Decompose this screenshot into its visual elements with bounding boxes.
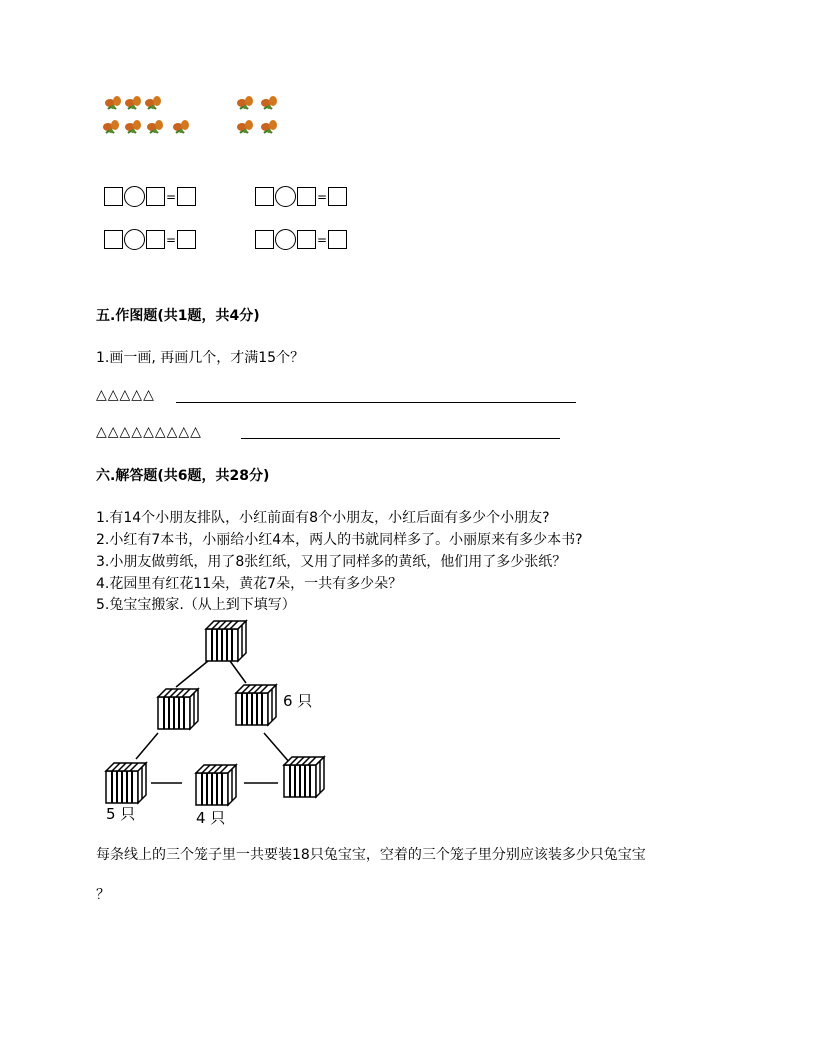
answer-box[interactable] <box>255 230 274 249</box>
section-6-question-1: 1.有14个小朋友排队，小红前面有8个小朋友，小红后面有多少个小朋友? <box>96 510 550 526</box>
picture-group-left <box>100 95 200 140</box>
answer-box[interactable] <box>146 230 165 249</box>
equals-sign: = <box>317 232 328 247</box>
answer-box[interactable] <box>104 187 123 206</box>
section-5-title: 五.作图题(共1题，共4分) <box>96 308 260 324</box>
connector-line <box>230 661 246 683</box>
answer-box[interactable] <box>297 187 316 206</box>
section-6-question-2: 2.小红有7本书，小丽给小红4本，两人的书就同样多了。小丽原来有多少本书? <box>96 532 583 548</box>
answer-box[interactable] <box>297 230 316 249</box>
equation-blank-1 <box>104 186 196 207</box>
cage-label-bottom-left: 5 只 <box>106 805 136 823</box>
answer-line-2[interactable] <box>241 437 560 439</box>
acorn-leaf-icon <box>105 96 121 109</box>
answer-box[interactable] <box>146 187 165 206</box>
answer-box[interactable] <box>255 187 274 206</box>
cage-middle-left <box>158 689 198 729</box>
acorn-leaf-icon <box>261 120 277 133</box>
equation-blank-3 <box>104 229 196 250</box>
equals-sign: = <box>166 189 177 204</box>
triangle-row-1: △△△△△ <box>96 387 155 403</box>
answer-box[interactable] <box>177 187 196 206</box>
answer-box[interactable] <box>104 230 123 249</box>
answer-box[interactable] <box>177 230 196 249</box>
rabbit-cage-diagram <box>96 613 331 833</box>
connector-line <box>176 661 208 687</box>
connector-line <box>264 733 290 763</box>
acorn-leaf-icon <box>103 120 119 133</box>
operator-circle[interactable] <box>275 229 296 250</box>
section-6-question-5-text: 每条线上的三个笼子里一共要装18只兔宝宝，空着的三个笼子里分别应该装多少只兔宝宝 <box>96 847 646 863</box>
answer-box[interactable] <box>328 187 347 206</box>
acorn-leaf-icon <box>237 96 253 109</box>
equals-sign: = <box>166 232 177 247</box>
connector-line <box>136 733 158 759</box>
cage-top <box>206 621 246 661</box>
question-mark: ？ <box>96 887 110 903</box>
acorn-leaf-icon <box>173 120 189 133</box>
equals-sign: = <box>317 189 328 204</box>
section-6-question-3: 3.小朋友做剪纸，用了8张红纸，又用了同样多的黄纸，他们用了多少张纸？ <box>96 554 567 570</box>
cage-bottom-right <box>284 757 324 797</box>
acorn-leaf-icon <box>237 120 253 133</box>
section-6-question-5: 5.兔宝宝搬家.（从上到下填写） <box>96 597 296 613</box>
cage-bottom-left <box>106 763 146 803</box>
operator-circle[interactable] <box>275 186 296 207</box>
cage-middle-right <box>236 685 276 725</box>
acorn-leaf-icon <box>145 96 161 109</box>
cage-bottom-middle <box>196 765 236 805</box>
equation-blank-4 <box>255 229 347 250</box>
answer-line-1[interactable] <box>176 401 576 403</box>
operator-circle[interactable] <box>124 186 145 207</box>
section-6-title: 六.解答题(共6题，共28分) <box>96 468 270 484</box>
section-5-question-1: 1.画一画, 再画几个，才满15个？ <box>96 350 305 366</box>
acorn-leaf-icon <box>261 96 277 109</box>
section-6-question-4: 4.花园里有红花11朵，黄花7朵，一共有多少朵？ <box>96 576 403 592</box>
triangle-row-2: △△△△△△△△△ <box>96 424 202 440</box>
cage-label-bottom-middle: 4 只 <box>196 809 226 827</box>
cage-label-right-middle: 6 只 <box>283 692 313 710</box>
acorn-leaf-icon <box>125 120 141 133</box>
picture-group-right <box>232 95 292 140</box>
operator-circle[interactable] <box>124 229 145 250</box>
answer-box[interactable] <box>328 230 347 249</box>
acorn-leaf-icon <box>147 120 163 133</box>
equation-blank-2 <box>255 186 347 207</box>
acorn-leaf-icon <box>125 96 141 109</box>
